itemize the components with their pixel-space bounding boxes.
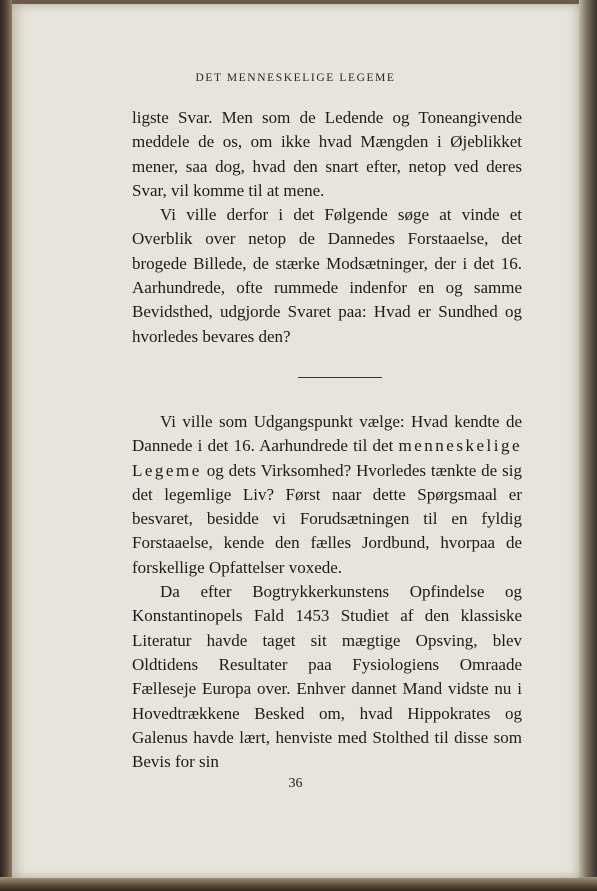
- spaced-emphasis: menneskelige Legeme: [132, 436, 522, 480]
- page-number: 36: [288, 776, 303, 791]
- page-stack-edge: [579, 0, 597, 891]
- paragraph-text: Vi ville som Udgangspunkt vælge: Hvad kendte de Dannede i det 16. Aarhundrede til det: [132, 412, 522, 456]
- book-page: [12, 4, 579, 878]
- paragraph: Vi ville derfor i det Følgende søge at vinde et Overblik over netop de Dannedes Forstaaelse, det brogede Billede, de stærke Modsætninger, der i det 16. Aarhundrede, ofte rummede indenfor en og samme Bevidsthed, udgjorde Svaret paa: Hvad er Sundhed og hvorledes bevares den?: [132, 205, 522, 346]
- section-divider: [298, 377, 382, 378]
- paragraph: [132, 410, 522, 580]
- running-head: DET MENNESKELIGE LEGEME: [195, 72, 396, 84]
- text-block-lower: [132, 410, 522, 774]
- book-bottom-edge: [0, 877, 597, 891]
- paragraph: Da efter Bogtrykkerkunstens Opfindelse og Konstantinopels Fald 1453 Studiet af den klassiske Literatur havde taget sit mægtige Opsving, blev Oldtidens Resultater paa Fysiologiens Omraade Fælleseje Europa over. Enhver dannet Mand vidste nu i Hovedtrækkene Besked om, hvad Hippokrates og Galenus havde lært, henviste med Stolthed til disse som Bevis for sin: [132, 582, 522, 772]
- paragraph: ligste Svar. Men som de Ledende og Toneangivende meddele de os, om ikke hvad Mængden i Øjeblikket mener, saa dog, hvad den snart efter, netop ved deres Svar, vil komme til at mene.: [132, 108, 522, 200]
- paragraph-text: og dets Virksomhed? Hvorledes tænkte de sig det legemlige Liv? Først naar dette Spørgsmaal er besvaret, besidde vi Forudsætningen til en fyldig Forstaaelse, kende den fælles Jordbund, hvorpaa de forskellige Opfattelser voxede.: [132, 460, 523, 577]
- book-spine-edge: [0, 0, 12, 891]
- text-block-upper: [132, 106, 522, 349]
